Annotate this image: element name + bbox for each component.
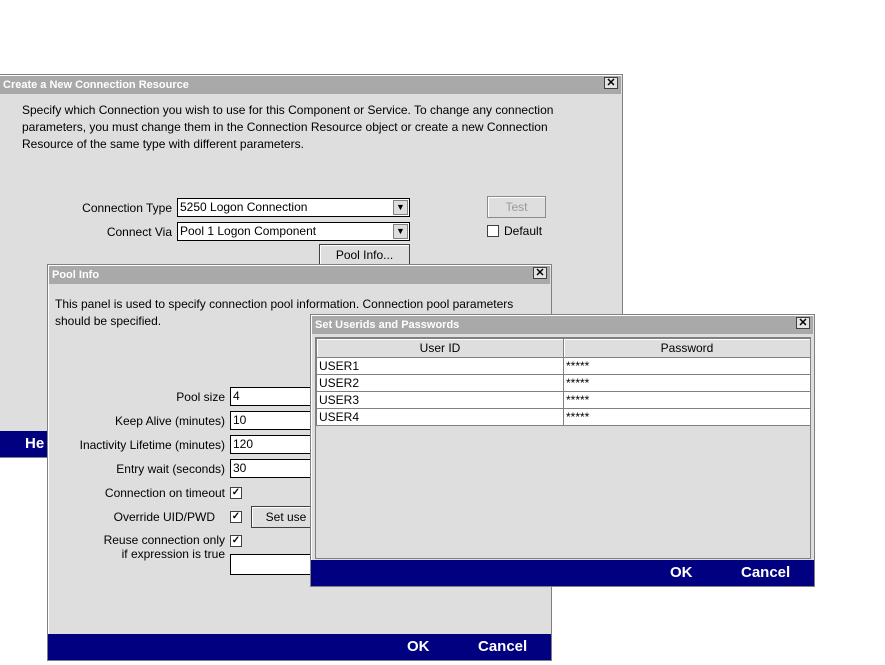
- pool-dialog-title: Pool Info: [52, 269, 100, 281]
- connection-type-value: 5250 Logon Connection: [180, 200, 308, 214]
- userids-dialog-title: Set Userids and Passwords: [315, 319, 460, 331]
- connection-on-timeout-label: Connection on timeout: [104, 486, 225, 500]
- entry-wait-value: 30: [233, 461, 247, 475]
- pool-ok-button[interactable]: OK: [407, 638, 430, 655]
- default-label: Default: [504, 224, 543, 238]
- connection-on-timeout-checkbox[interactable]: ✓: [231, 487, 241, 498]
- set-userids-dialog: [310, 314, 815, 587]
- close-icon[interactable]: ✕: [604, 77, 618, 89]
- keep-alive-label: Keep Alive (minutes): [114, 414, 225, 428]
- chevron-down-icon[interactable]: ▼: [393, 224, 408, 239]
- userids-cancel-button[interactable]: Cancel: [741, 564, 791, 581]
- table-row[interactable]: [317, 409, 811, 426]
- pool-dialog-footer: [48, 634, 551, 660]
- connection-type-select[interactable]: [177, 198, 410, 217]
- userids-ok-button[interactable]: OK: [670, 564, 693, 581]
- connection-dialog-titlebar[interactable]: [0, 76, 621, 94]
- column-header-password[interactable]: Password: [564, 339, 811, 358]
- table-row[interactable]: [317, 375, 811, 392]
- password-cell[interactable]: *****: [564, 392, 811, 409]
- password-cell[interactable]: *****: [564, 358, 811, 375]
- password-cell[interactable]: *****: [564, 375, 811, 392]
- test-button[interactable]: Test: [487, 196, 546, 218]
- inactivity-lifetime-input[interactable]: [230, 435, 320, 454]
- pool-size-input[interactable]: [230, 387, 320, 406]
- pool-size-value: 4: [233, 389, 240, 403]
- user-id-cell[interactable]: USER2: [317, 375, 564, 392]
- userids-dialog-footer: [311, 560, 814, 586]
- help-button[interactable]: He: [25, 435, 45, 452]
- chevron-down-icon[interactable]: ▼: [393, 200, 408, 215]
- column-header-user-id[interactable]: User ID: [317, 339, 564, 358]
- entry-wait-label: Entry wait (seconds): [116, 462, 225, 476]
- user-id-cell[interactable]: USER1: [317, 358, 564, 375]
- table-row[interactable]: [317, 392, 811, 409]
- password-cell[interactable]: *****: [564, 409, 811, 426]
- connection-type-label: Connection Type: [82, 201, 172, 215]
- pool-cancel-button[interactable]: Cancel: [478, 638, 528, 655]
- user-id-cell[interactable]: USER3: [317, 392, 564, 409]
- pool-size-label: Pool size: [176, 390, 225, 404]
- connect-via-value: Pool 1 Logon Component: [180, 224, 317, 238]
- set-userids-button[interactable]: Set use: [251, 506, 321, 528]
- userids-dialog-titlebar[interactable]: [312, 316, 813, 334]
- reuse-connection-checkbox[interactable]: ✓: [231, 535, 241, 546]
- reuse-connection-label-line2: if expression is true: [121, 547, 225, 561]
- userids-table-area: [315, 337, 811, 559]
- inactivity-lifetime-label: Inactivity Lifetime (minutes): [79, 438, 225, 452]
- inactivity-lifetime-value: 120: [233, 437, 254, 451]
- default-checkbox[interactable]: [487, 225, 499, 237]
- reuse-expression-input[interactable]: [230, 554, 320, 575]
- keep-alive-input[interactable]: [230, 411, 320, 430]
- reuse-connection-label-line1: Reuse connection only: [103, 533, 225, 547]
- pool-dialog-titlebar[interactable]: [49, 266, 550, 284]
- connection-dialog-description: Specify which Connection you wish to use for this Component or Service. To change any connection parameters, you must change them in the Connection Resource object or create a new Connection Resource of the same type with different parameters.: [22, 103, 554, 151]
- close-icon[interactable]: ✕: [533, 267, 547, 279]
- override-uid-pwd-checkbox[interactable]: ✓: [231, 511, 241, 522]
- pool-info-button[interactable]: Pool Info...: [319, 244, 410, 266]
- reuse-connection-label: [58, 533, 225, 561]
- connection-dialog-title: Create a New Connection Resource: [3, 79, 189, 91]
- connect-via-select[interactable]: [177, 222, 410, 241]
- entry-wait-input[interactable]: [230, 459, 320, 478]
- user-id-cell[interactable]: USER4: [317, 409, 564, 426]
- close-icon[interactable]: ✕: [796, 317, 810, 329]
- userids-table[interactable]: [316, 338, 811, 426]
- table-row[interactable]: [317, 358, 811, 375]
- override-uid-pwd-label: Override UID/PWD: [113, 510, 215, 524]
- keep-alive-value: 10: [233, 413, 247, 427]
- pool-dialog-description: This panel is used to specify connection pool information. Connection pool parameters should be specified.: [55, 297, 514, 328]
- connect-via-label: Connect Via: [106, 225, 172, 239]
